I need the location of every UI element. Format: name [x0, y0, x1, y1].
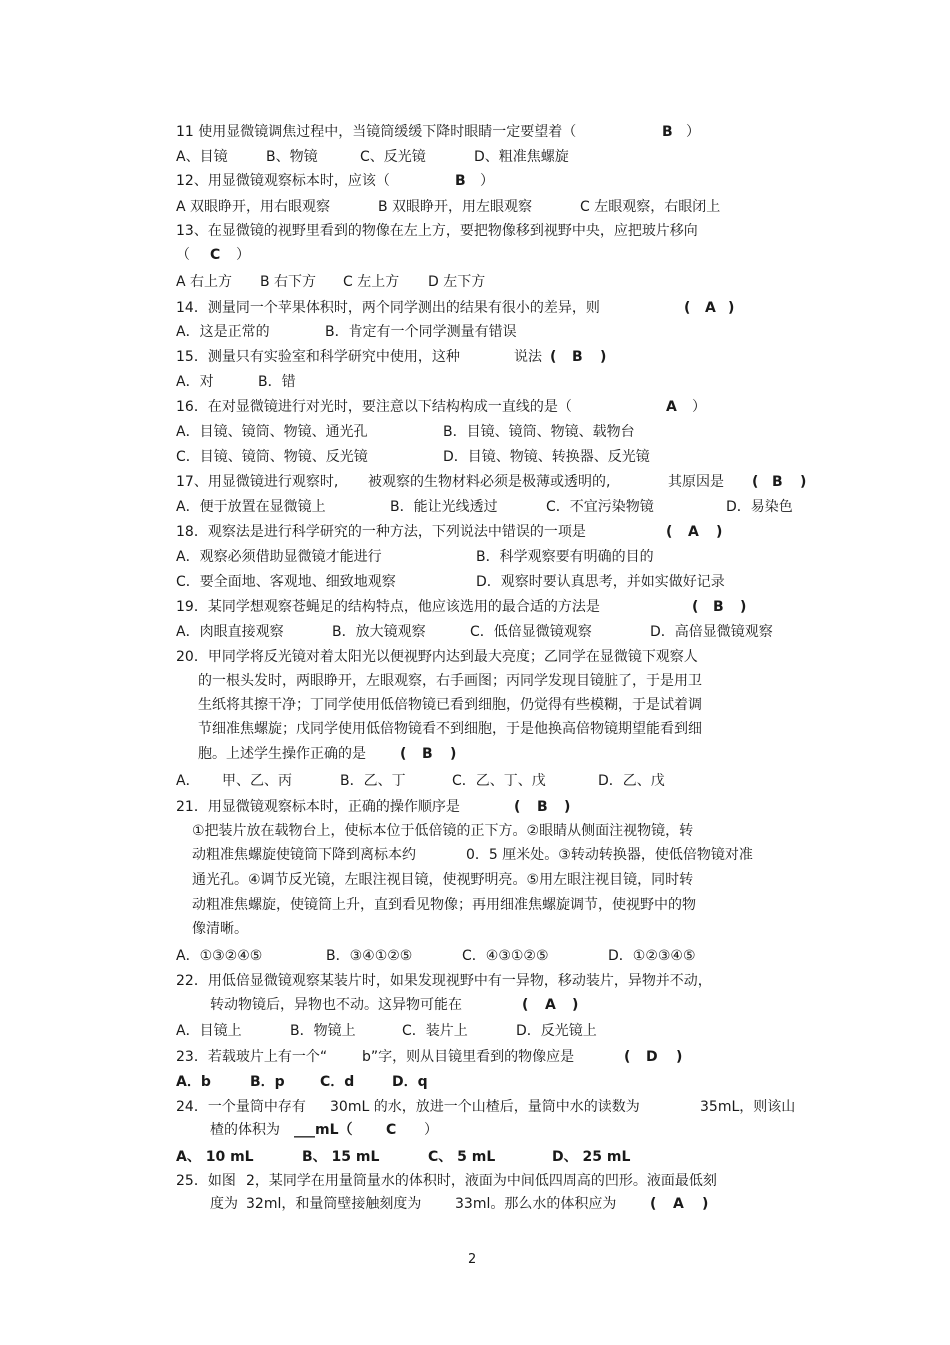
- q14-stem: 14．测量同一个苹果体积时，两个同学测出的结果有很小的差异，则: [176, 300, 600, 316]
- q11-close: ）: [686, 124, 700, 140]
- q16-opt-a: A．目镜、镜筒、物镜、通光孔: [176, 424, 368, 440]
- q20-answer: B: [422, 746, 433, 762]
- q13-opt-a: A 右上方: [176, 274, 233, 290]
- q22-answer: A: [545, 997, 556, 1013]
- q20-line-3: 生纸将其擦干净；丁同学使用低倍物镜已看到细胞，仍觉得有些模糊，于是试着调: [198, 697, 702, 713]
- q11-opt-a: A、目镜: [176, 149, 228, 165]
- q16-answer: A: [666, 399, 677, 415]
- q13-stem: 13、在显微镜的视野里看到的物像在左上方，要把物像移到视野中央，应把玻片移向: [176, 223, 698, 239]
- q12-opt-c: C 左眼观察，右眼闭上: [580, 199, 721, 215]
- q21-line-2b: 0．5 厘米处。③转动转换器，使低倍物镜对准: [466, 847, 753, 863]
- q15-open: (: [550, 349, 557, 365]
- q20-opt-a-text: 甲、乙、丙: [222, 773, 292, 789]
- q23-opt-d: D．q: [392, 1074, 428, 1090]
- q22-line-1: 22．用低倍显微镜观察某装片时，如果发现视野中有一异物，移动装片，异物并不动，: [176, 973, 712, 989]
- q13-opt-d: D 左下方: [428, 274, 486, 290]
- q22-opt-a: A．目镜上: [176, 1023, 242, 1039]
- q18-opt-c: C．要全面地、客观地、细致地观察: [176, 574, 396, 590]
- q17-opt-a: A．便于放置在显微镜上: [176, 499, 326, 515]
- q23-open: (: [624, 1049, 631, 1065]
- q11-stem-text: 11 使用显微镜调焦过程中，当镜筒缓缓下降时眼睛一定要望着（: [176, 124, 577, 140]
- q23-stem: 23．若载玻片上有一个“: [176, 1049, 328, 1065]
- q24-blank: ___mL（: [294, 1122, 353, 1138]
- q13-opt-b: B 右下方: [260, 274, 317, 290]
- q24-line2: 楂的体积为: [210, 1122, 280, 1138]
- q17-opt-b: B．能让光线透过: [390, 499, 498, 515]
- q20-close: ): [450, 746, 457, 762]
- q15-answer: B: [572, 349, 583, 365]
- q12-stem: 12、用显微镜观察标本时，应该（: [176, 173, 390, 189]
- q17-stem: 17、用显微镜进行观察时,: [176, 474, 339, 490]
- q12-opt-a: A 双眼睁开，用右眼观察: [176, 199, 331, 215]
- q22-open: (: [522, 997, 529, 1013]
- q23-stem2: b”字，则从目镜里看到的物像应是: [362, 1049, 575, 1065]
- q22-opt-b: B．物镜上: [290, 1023, 356, 1039]
- q23-opt-b: B．p: [250, 1074, 285, 1090]
- q12-close: ）: [480, 173, 494, 189]
- q11-opt-c: C、反光镜: [360, 149, 426, 165]
- q16-opt-d: D．目镜、物镜、转换器、反光镜: [443, 449, 650, 465]
- q18-answer: A: [688, 524, 699, 540]
- q22-line-2: 转动物镜后，异物也不动。这异物可能在: [210, 997, 462, 1013]
- q16-stem: 16．在对显微镜进行对光时，要注意以下结构构成一直线的是（: [176, 399, 572, 415]
- q23-answer: D: [646, 1049, 658, 1065]
- q11-opt-b: B、物镜: [266, 149, 318, 165]
- q17-opt-d: D．易染色: [726, 499, 793, 515]
- q19-opt-b: B．放大镜观察: [332, 624, 426, 640]
- q21-opt-b: B．③④①②⑤: [326, 948, 413, 964]
- q18-opt-d: D．观察时要认真思考，并如实做好记录: [476, 574, 725, 590]
- q19-stem: 19．某同学想观察苍蝇足的结构特点，他应该选用的最合适的方法是: [176, 599, 600, 615]
- q21-opt-c: C．④③①②⑤: [462, 948, 549, 964]
- q15-opt-b: B．错: [258, 374, 296, 390]
- q20-opt-a: A．: [176, 773, 200, 789]
- q21-opt-d: D．①②③④⑤: [608, 948, 696, 964]
- q20-line-5: 胞。上述学生操作正确的是: [198, 746, 366, 762]
- q12-answer: B: [455, 173, 466, 189]
- q15-close: ): [600, 349, 607, 365]
- q16-opt-c: C．目镜、镜筒、物镜、反光镜: [176, 449, 368, 465]
- q13-open: （: [176, 247, 190, 263]
- q20-line-2: 的一根头发时，两眼睁开，左眼观察，右手画图；丙同学发现目镜脏了，于是用卫: [198, 673, 702, 689]
- q25-line-1a: 25．如图: [176, 1173, 236, 1189]
- q19-answer: B: [713, 599, 724, 615]
- q11-answer: B: [662, 124, 673, 140]
- q20-opt-c: C．乙、丁、戊: [452, 773, 546, 789]
- q21-stem: 21．用显微镜观察标本时，正确的操作顺序是: [176, 799, 460, 815]
- q18-close: ): [716, 524, 723, 540]
- q16-opt-b: B．目镜、镜筒、物镜、载物台: [443, 424, 635, 440]
- q21-answer: B: [537, 799, 548, 815]
- q17-open: (: [752, 474, 759, 490]
- q11-opt-d: D、粗准焦螺旋: [474, 149, 569, 165]
- q25-open: (: [650, 1196, 657, 1212]
- q22-opt-d: D．反光镜上: [516, 1023, 597, 1039]
- q23-close: ): [676, 1049, 683, 1065]
- q24-stem: 24．一个量筒中存有: [176, 1099, 306, 1115]
- q19-opt-c: C．低倍显微镜观察: [470, 624, 592, 640]
- q24-opt-b: B、 15 mL: [302, 1149, 380, 1165]
- q21-line-4: 动粗准焦螺旋，使镜筒上升，直到看见物像；再用细准焦螺旋调节，使视野中的物: [192, 897, 696, 913]
- q24-value-2: 35mL，则该山: [700, 1099, 796, 1115]
- q21-line-3: 通光孔。④调节反光镜，左眼注视目镜，使视野明亮。⑤用左眼注视目镜，同时转: [192, 872, 694, 888]
- q21-line-2a: 动粗准焦螺旋使镜筒下降到离标本约: [192, 847, 416, 863]
- q12-opt-b: B 双眼睁开，用左眼观察: [378, 199, 533, 215]
- q21-opt-a: A．①③②④⑤: [176, 948, 263, 964]
- q14-open: (: [684, 300, 691, 316]
- q14-opt-b: B．肯定有一个同学测量有错误: [325, 324, 517, 340]
- q11-stem: [176, 123, 576, 141]
- q18-opt-a: A．观察必须借助显微镜才能进行: [176, 549, 382, 565]
- q17-answer: B: [772, 474, 783, 490]
- q25-line-1b: 2，某同学在用量筒量水的体积时，液面为中间低四周高的凹形。液面最低刻: [246, 1173, 717, 1189]
- q18-open: (: [666, 524, 673, 540]
- q18-opt-b: B．科学观察要有明确的目的: [476, 549, 654, 565]
- q23-opt-c: C．d: [320, 1074, 355, 1090]
- q20-line-4: 节细准焦螺旋；戊同学使用低倍物镜看不到细胞，于是他换高倍物镜期望能看到细: [198, 721, 702, 737]
- q22-close: ): [572, 997, 579, 1013]
- q21-open: (: [514, 799, 521, 815]
- q25-close: ): [702, 1196, 709, 1212]
- q25-line-2c: 33ml。那么水的体积应为: [455, 1196, 617, 1212]
- q15-stem2: 说法: [514, 349, 542, 365]
- q21-line-5: 像清晰。: [192, 921, 248, 937]
- q20-opt-b: B．乙、丁: [340, 773, 406, 789]
- q13-opt-c: C 左上方: [343, 274, 400, 290]
- q14-close: ): [728, 300, 735, 316]
- q19-opt-d: D．高倍显微镜观察: [650, 624, 773, 640]
- q24-answer: C: [386, 1122, 397, 1138]
- q13-close: ）: [236, 247, 250, 263]
- q24-opt-d: D、 25 mL: [552, 1149, 631, 1165]
- q14-opt-a: A．这是正常的: [176, 324, 270, 340]
- q19-close: ): [740, 599, 747, 615]
- q19-open: (: [692, 599, 699, 615]
- q25-line-2b: 32ml，和量筒壁接触刻度为: [246, 1196, 422, 1212]
- q21-close: ): [564, 799, 571, 815]
- q20-line-1: 20．甲同学将反光镜对着太阳光以便视野内达到最大亮度；乙同学在显微镜下观察人: [176, 649, 698, 665]
- q20-open: (: [400, 746, 407, 762]
- q13-answer: C: [210, 247, 221, 263]
- q25-answer: A: [673, 1196, 684, 1212]
- q15-stem: 15．测量只有实验室和科学研究中使用，这种: [176, 349, 460, 365]
- q24-opt-c: C、 5 mL: [428, 1149, 496, 1165]
- q24-value-1: 30mL 的水，放进一个山楂后，量筒中水的读数为: [330, 1099, 640, 1115]
- q18-stem: 18．观察法是进行科学研究的一种方法，下列说法中错误的一项是: [176, 524, 586, 540]
- q17-close: ): [800, 474, 807, 490]
- page-number: 2: [468, 1252, 477, 1267]
- q14-answer: A: [705, 300, 716, 316]
- q20-opt-d: D．乙、戊: [598, 773, 665, 789]
- q24-close: ）: [424, 1122, 438, 1138]
- q17-opt-c: C．不宜污染物镜: [546, 499, 654, 515]
- q21-line-1: ①把装片放在载物台上，使标本位于低倍镜的正下方。②眼睛从侧面注视物镜，转: [192, 823, 694, 839]
- q24-opt-a: A、 10 mL: [176, 1149, 254, 1165]
- q17-stem3: 其原因是: [668, 474, 724, 490]
- q22-opt-c: C．装片上: [402, 1023, 468, 1039]
- q15-opt-a: A．对: [176, 374, 214, 390]
- q16-close: ）: [692, 399, 706, 415]
- q19-opt-a: A．肉眼直接观察: [176, 624, 284, 640]
- q17-stem2: 被观察的生物材料必须是极薄或透明的,: [368, 474, 611, 490]
- q25-line-2a: 度为: [210, 1196, 238, 1212]
- q23-opt-a: A．b: [176, 1074, 211, 1090]
